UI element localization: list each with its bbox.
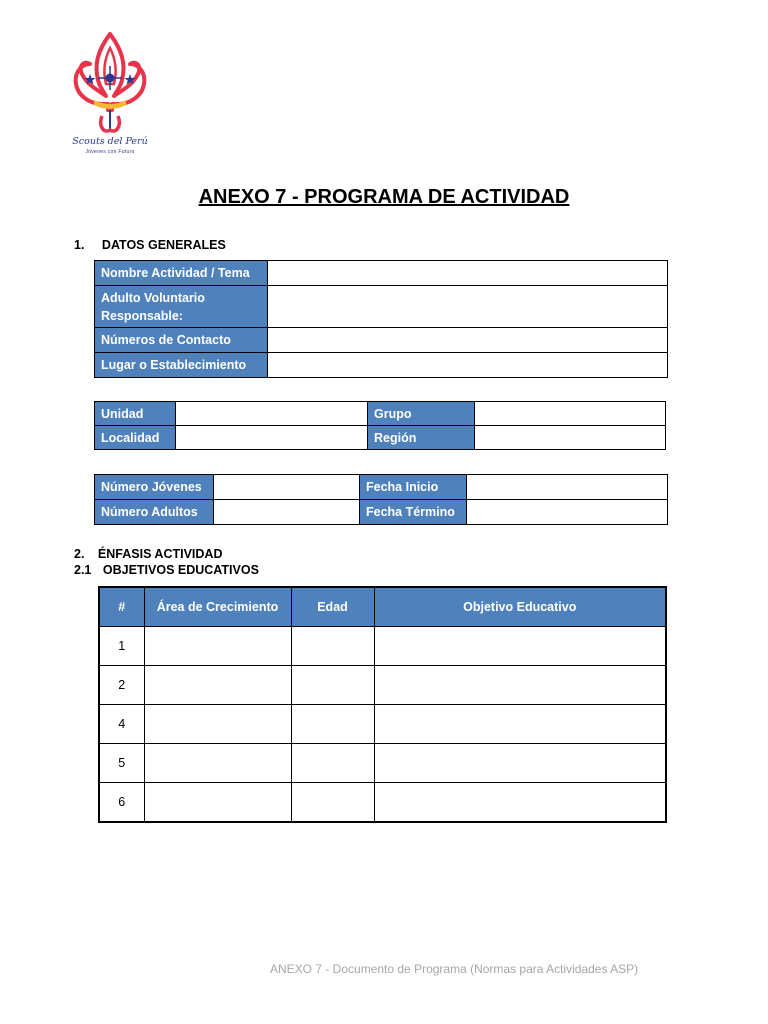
input-localidad[interactable] [176, 426, 368, 450]
input-grupo[interactable] [475, 402, 666, 426]
label-fecha-termino: Fecha Término [360, 500, 467, 525]
label-localidad: Localidad [95, 426, 176, 450]
label-numero-adultos: Número Adultos [95, 500, 214, 525]
row-number: 1 [99, 627, 144, 666]
input-fecha-termino[interactable] [467, 500, 668, 525]
row-number: 2 [99, 666, 144, 705]
section-2-1-label: OBJETIVOS EDUCATIVOS [102, 563, 259, 577]
cell-objetivo[interactable] [374, 705, 666, 744]
counts-dates-table [94, 474, 668, 525]
input-lugar-establecimiento[interactable] [268, 353, 668, 378]
cell-area[interactable] [144, 783, 291, 823]
cell-edad[interactable] [291, 783, 374, 823]
label-numero-jovenes: Número Jóvenes [95, 475, 214, 500]
input-numeros-contacto[interactable] [268, 328, 668, 353]
cell-area[interactable] [144, 744, 291, 783]
cell-area[interactable] [144, 666, 291, 705]
header-edad: Edad [291, 587, 374, 627]
row-number: 4 [99, 705, 144, 744]
table-row [99, 627, 666, 666]
objectives-table [98, 586, 667, 823]
section-1-number: 1. [74, 238, 85, 252]
input-numero-adultos[interactable] [214, 500, 360, 525]
row-number: 5 [99, 744, 144, 783]
header-area-crecimiento: Área de Crecimiento [144, 587, 291, 627]
logo-wordmark: Scouts del Perú [72, 136, 148, 147]
cell-edad[interactable] [291, 705, 374, 744]
section-1-heading [74, 238, 226, 252]
header-objetivo-educativo: Objetivo Educativo [374, 587, 666, 627]
unit-group-table [94, 401, 666, 450]
table-row [99, 783, 666, 823]
table-row [99, 744, 666, 783]
label-lugar-establecimiento: Lugar o Establecimiento [95, 353, 268, 378]
input-nombre-actividad[interactable] [268, 261, 668, 286]
logo-tagline: Jóvenes con Futuro [85, 149, 135, 155]
cell-edad[interactable] [291, 627, 374, 666]
section-2-1-number: 2.1 [74, 563, 92, 577]
cell-area[interactable] [144, 627, 291, 666]
page-title: ANEXO 7 - PROGRAMA DE ACTIVIDAD [198, 186, 570, 208]
cell-objetivo[interactable] [374, 666, 666, 705]
section-1-label: DATOS GENERALES [101, 238, 226, 252]
section-2-number: 2. [74, 547, 85, 561]
table-row [99, 705, 666, 744]
cell-objetivo[interactable] [374, 744, 666, 783]
page-footer: ANEXO 7 - Documento de Programa (Normas para Actividades ASP) [270, 962, 639, 976]
cell-area[interactable] [144, 705, 291, 744]
input-numero-jovenes[interactable] [214, 475, 360, 500]
label-adulto-responsable: Adulto Voluntario Responsable: [95, 286, 268, 328]
input-region[interactable] [475, 426, 666, 450]
label-region: Región [368, 426, 475, 450]
header-number: # [99, 587, 144, 627]
cell-edad[interactable] [291, 744, 374, 783]
label-unidad: Unidad [95, 402, 176, 426]
row-number: 6 [99, 783, 144, 823]
cell-objetivo[interactable] [374, 627, 666, 666]
label-grupo: Grupo [368, 402, 475, 426]
section-2-label: ÉNFASIS ACTIVIDAD [97, 547, 223, 561]
section-2-1-heading [74, 563, 259, 577]
section-2-heading [74, 547, 222, 561]
input-fecha-inicio[interactable] [467, 475, 668, 500]
general-data-table [94, 260, 668, 378]
cell-objetivo[interactable] [374, 783, 666, 823]
input-unidad[interactable] [176, 402, 368, 426]
table-row [99, 666, 666, 705]
input-adulto-responsable[interactable] [268, 286, 668, 328]
label-numeros-contacto: Números de Contacto [95, 328, 268, 353]
label-nombre-actividad: Nombre Actividad / Tema [95, 261, 268, 286]
cell-edad[interactable] [291, 666, 374, 705]
label-fecha-inicio: Fecha Inicio [360, 475, 467, 500]
